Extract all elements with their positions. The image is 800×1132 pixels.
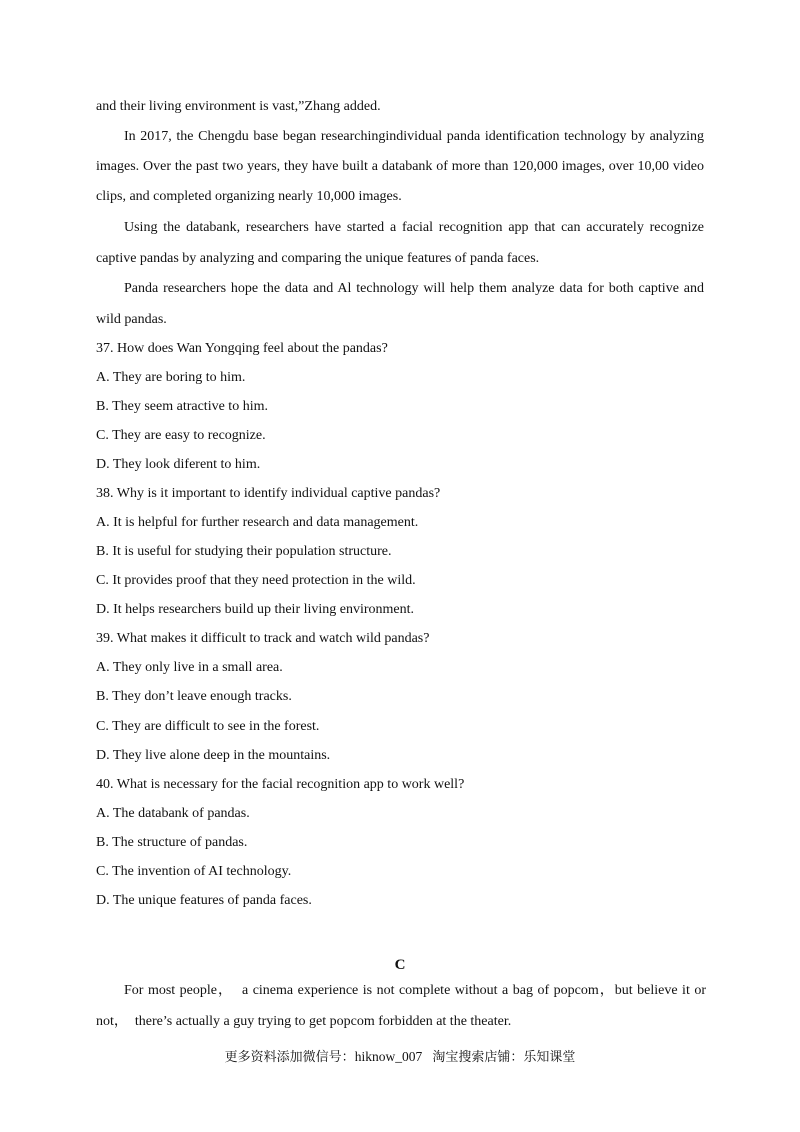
passage-line: images. Over the past two years, they have built a databank of more than 120,000 images, over 10,00 video bbox=[96, 159, 704, 174]
answer-option: D. The unique features of panda faces. bbox=[96, 893, 312, 908]
footer-promo bbox=[0, 1048, 800, 1067]
passage-line: captive pandas by analyzing and comparing the unique features of panda faces. bbox=[96, 251, 540, 266]
passage-line: and their living environment is vast,”Zhang added. bbox=[96, 99, 381, 114]
answer-option: A. They are boring to him. bbox=[96, 370, 246, 385]
answer-option: A. The databank of pandas. bbox=[96, 806, 250, 821]
answer-option: B. The structure of pandas. bbox=[96, 835, 248, 850]
answer-option: B. It is useful for studying their population structure. bbox=[96, 544, 392, 559]
passage-line: For most people， a cinema experience is not complete without a bag of popcom，but believe it or bbox=[124, 983, 706, 998]
answer-option: B. They seem atractive to him. bbox=[96, 399, 268, 414]
answer-option: C. The invention of AI technology. bbox=[96, 864, 292, 879]
answer-option: C. They are difficult to see in the forest. bbox=[96, 719, 320, 734]
question-stem: 38. Why is it important to identify individual captive pandas? bbox=[96, 486, 441, 501]
footer-text-shop: 淘宝搜索店铺：乐知课堂 bbox=[432, 1050, 576, 1065]
answer-option: D. It helps researchers build up their living environment. bbox=[96, 602, 415, 617]
question-stem: 37. How does Wan Yongqing feel about the pandas? bbox=[96, 341, 388, 356]
passage-line: clips, and completed organizing nearly 10,000 images. bbox=[96, 189, 402, 204]
question-stem: 39. What makes it difficult to track and watch wild pandas? bbox=[96, 631, 430, 646]
passage-line: not， there’s actually a guy trying to get popcom forbidden at the theater. bbox=[96, 1014, 512, 1029]
answer-option: A. They only live in a small area. bbox=[96, 660, 283, 675]
passage-line: wild pandas. bbox=[96, 312, 167, 327]
section-letter: C bbox=[394, 957, 406, 973]
answer-option: B. They don’t leave enough tracks. bbox=[96, 689, 292, 704]
passage-line: Panda researchers hope the data and Al technology will help them analyze data for both captive and bbox=[124, 281, 704, 296]
answer-option: C. It provides proof that they need protection in the wild. bbox=[96, 573, 416, 588]
answer-option: D. They look diferent to him. bbox=[96, 457, 261, 472]
footer-wechat-id: hiknow_007 bbox=[354, 1049, 423, 1064]
footer-text-wechat-label: 更多资料添加微信号： bbox=[224, 1050, 355, 1065]
passage-line: In 2017, the Chengdu base began researchingindividual panda identification technology by analyzing bbox=[124, 129, 704, 144]
question-stem: 40. What is necessary for the facial recognition app to work well? bbox=[96, 777, 465, 792]
answer-option: C. They are easy to recognize. bbox=[96, 428, 266, 443]
answer-option: A. It is helpful for further research and data management. bbox=[96, 515, 419, 530]
passage-line: Using the databank, researchers have started a facial recognition app that can accurately recognize bbox=[124, 220, 704, 235]
answer-option: D. They live alone deep in the mountains. bbox=[96, 748, 331, 763]
